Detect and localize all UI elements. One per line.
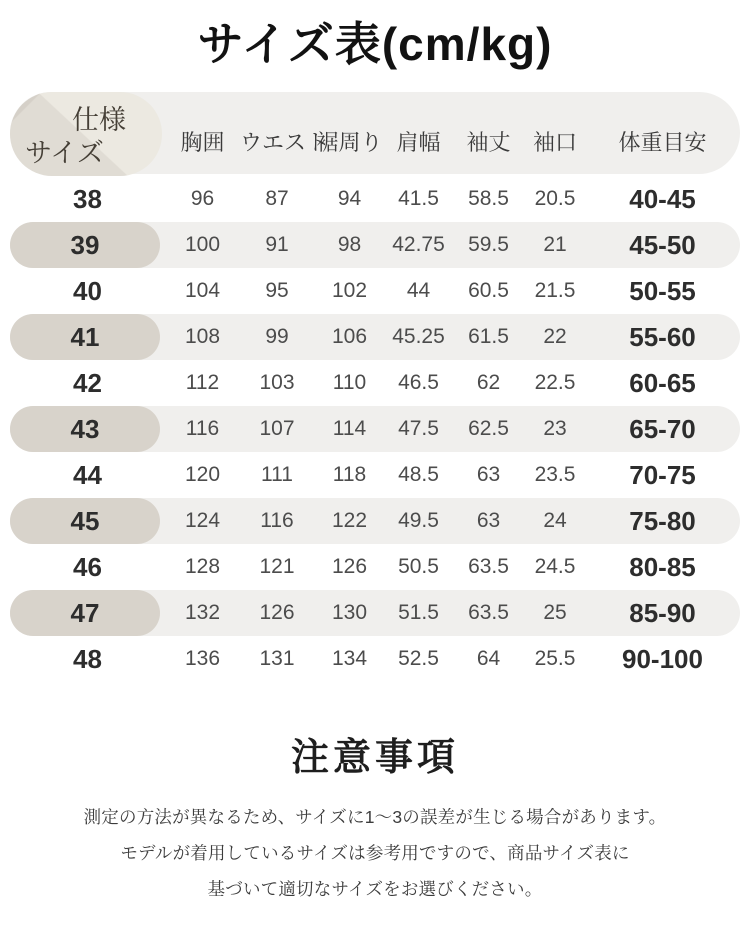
measurement-cell: 116 xyxy=(260,509,294,532)
weight-range-cell: 70-75 xyxy=(629,459,696,490)
table-row xyxy=(10,498,740,544)
weight-range-cell: 60-65 xyxy=(629,367,696,398)
table-row xyxy=(10,406,740,452)
measurement-cell: 25 xyxy=(543,601,567,624)
measurement-cell: 22 xyxy=(543,325,567,348)
measurement-cell: 130 xyxy=(331,601,368,624)
column-header-sleeve-length: 袖丈 xyxy=(466,129,511,155)
measurement-cell: 21 xyxy=(543,233,567,256)
table-row xyxy=(10,544,740,590)
size-cell: 39 xyxy=(10,222,160,268)
table-row xyxy=(10,222,740,268)
measurement-cell: 118 xyxy=(332,463,367,486)
measurement-cell: 42.75 xyxy=(392,233,445,256)
measurement-cell: 48.5 xyxy=(398,463,439,486)
measurement-cell: 94 xyxy=(337,187,362,210)
page-title: サイズ表(cm/kg) xyxy=(197,18,553,70)
table-row xyxy=(10,176,740,222)
measurement-cell: 87 xyxy=(265,187,289,210)
measurement-cell: 108 xyxy=(184,325,221,348)
weight-range-cell: 55-60 xyxy=(629,321,696,352)
size-table xyxy=(10,92,740,682)
measurement-cell: 132 xyxy=(184,601,221,624)
measurement-cell: 128 xyxy=(184,555,221,578)
weight-range-cell: 65-70 xyxy=(629,413,696,444)
measurement-cell: 51.5 xyxy=(398,601,439,624)
size-cell: 40 xyxy=(73,276,102,306)
table-row xyxy=(10,452,740,498)
measurement-cell: 44 xyxy=(406,279,431,302)
table-row xyxy=(10,314,740,360)
size-cell: 48 xyxy=(73,644,102,674)
notes-lines xyxy=(0,799,750,907)
measurement-cell: 107 xyxy=(259,417,295,440)
size-cell: 45 xyxy=(10,498,160,544)
measurement-cell: 126 xyxy=(331,555,368,578)
measurement-cell: 46.5 xyxy=(398,371,439,394)
measurement-cell: 24 xyxy=(543,509,567,532)
column-header-chest: 胸囲 xyxy=(180,129,225,155)
measurement-cell: 24.5 xyxy=(534,555,576,578)
note-line: 測定の方法が異なるため、サイズに1～3の誤差が生じる場合があります。 xyxy=(83,807,667,827)
measurement-cell: 131 xyxy=(259,647,295,670)
measurement-cell: 47.5 xyxy=(398,417,439,440)
measurement-cell: 63.5 xyxy=(468,601,509,624)
measurement-cell: 112 xyxy=(185,371,220,394)
measurement-cell: 23 xyxy=(543,417,567,440)
measurement-cell: 63 xyxy=(476,509,501,532)
measurement-cell: 114 xyxy=(332,417,367,440)
size-cell: 38 xyxy=(73,184,102,214)
measurement-cell: 25.5 xyxy=(534,647,576,670)
measurement-cell: 110 xyxy=(332,371,367,394)
measurement-cell: 22.5 xyxy=(534,371,576,394)
corner-label-spec: 仕様 xyxy=(72,105,126,135)
measurement-cell: 136 xyxy=(184,647,221,670)
measurement-cell: 91 xyxy=(265,233,289,256)
measurement-cell: 45.25 xyxy=(392,325,445,348)
column-header-waist: ウエスト xyxy=(240,129,329,155)
measurement-cell: 106 xyxy=(331,325,368,348)
measurement-cell: 60.5 xyxy=(468,279,509,302)
measurement-cell: 21.5 xyxy=(534,279,576,302)
measurement-cell: 59.5 xyxy=(468,233,509,256)
weight-range-cell: 80-85 xyxy=(629,551,696,582)
measurement-cell: 20.5 xyxy=(534,187,576,210)
corner-cell xyxy=(10,92,162,176)
size-cell: 46 xyxy=(73,552,102,582)
weight-range-cell: 75-80 xyxy=(629,505,696,536)
weight-range-cell: 45-50 xyxy=(629,229,696,260)
size-cell: 47 xyxy=(10,590,160,636)
column-header-hem: 裾周り xyxy=(316,129,383,155)
size-cell: 44 xyxy=(73,460,102,490)
table-header-row xyxy=(10,92,740,174)
column-header-weight: 体重目安 xyxy=(618,129,707,155)
table-row xyxy=(10,636,740,682)
measurement-cell: 96 xyxy=(190,187,215,210)
measurement-cell: 95 xyxy=(265,279,289,302)
measurement-cell: 134 xyxy=(331,647,368,670)
table-rows xyxy=(10,176,740,682)
measurement-cell: 23.5 xyxy=(534,463,576,486)
measurement-cell: 49.5 xyxy=(398,509,439,532)
measurement-cell: 62 xyxy=(476,371,501,394)
note-line: モデルが着用しているサイズは参考用ですので、商品サイズ表に xyxy=(120,843,630,863)
notes-title: 注意事項 xyxy=(290,737,459,779)
measurement-cell: 63.5 xyxy=(468,555,509,578)
table-row xyxy=(10,590,740,636)
measurement-cell: 52.5 xyxy=(398,647,439,670)
measurement-cell: 121 xyxy=(259,555,295,578)
measurement-cell: 50.5 xyxy=(398,555,439,578)
measurement-cell: 116 xyxy=(185,417,220,440)
measurement-cell: 103 xyxy=(259,371,295,394)
weight-range-cell: 90-100 xyxy=(622,643,703,674)
size-cell: 42 xyxy=(73,368,102,398)
measurement-cell: 58.5 xyxy=(468,187,509,210)
measurement-cell: 41.5 xyxy=(398,187,439,210)
corner-label-size: サイズ xyxy=(25,138,104,168)
weight-range-cell: 50-55 xyxy=(629,275,696,306)
measurement-cell: 122 xyxy=(331,509,368,532)
size-cell: 43 xyxy=(10,406,160,452)
measurement-cell: 100 xyxy=(184,233,221,256)
measurement-cell: 98 xyxy=(337,233,362,256)
measurement-cell: 61.5 xyxy=(468,325,509,348)
measurement-cell: 104 xyxy=(184,279,221,302)
note-line: 基づいて適切なサイズをお選びください。 xyxy=(207,879,543,899)
weight-range-cell: 40-45 xyxy=(629,183,696,214)
weight-range-cell: 85-90 xyxy=(629,597,696,628)
measurement-cell: 124 xyxy=(184,509,221,532)
measurement-cell: 126 xyxy=(259,601,295,624)
column-header-shoulder: 肩幅 xyxy=(396,129,441,155)
measurement-cell: 102 xyxy=(331,279,368,302)
notes-section xyxy=(0,726,750,907)
measurement-cell: 63 xyxy=(476,463,501,486)
table-row xyxy=(10,268,740,314)
measurement-cell: 120 xyxy=(184,463,221,486)
table-row xyxy=(10,360,740,406)
size-cell: 41 xyxy=(10,314,160,360)
measurement-cell: 99 xyxy=(265,325,289,348)
measurement-cell: 62.5 xyxy=(468,417,509,440)
measurement-cell: 64 xyxy=(476,647,501,670)
column-header-cuff: 袖口 xyxy=(532,129,577,155)
measurement-cell: 111 xyxy=(261,463,293,486)
